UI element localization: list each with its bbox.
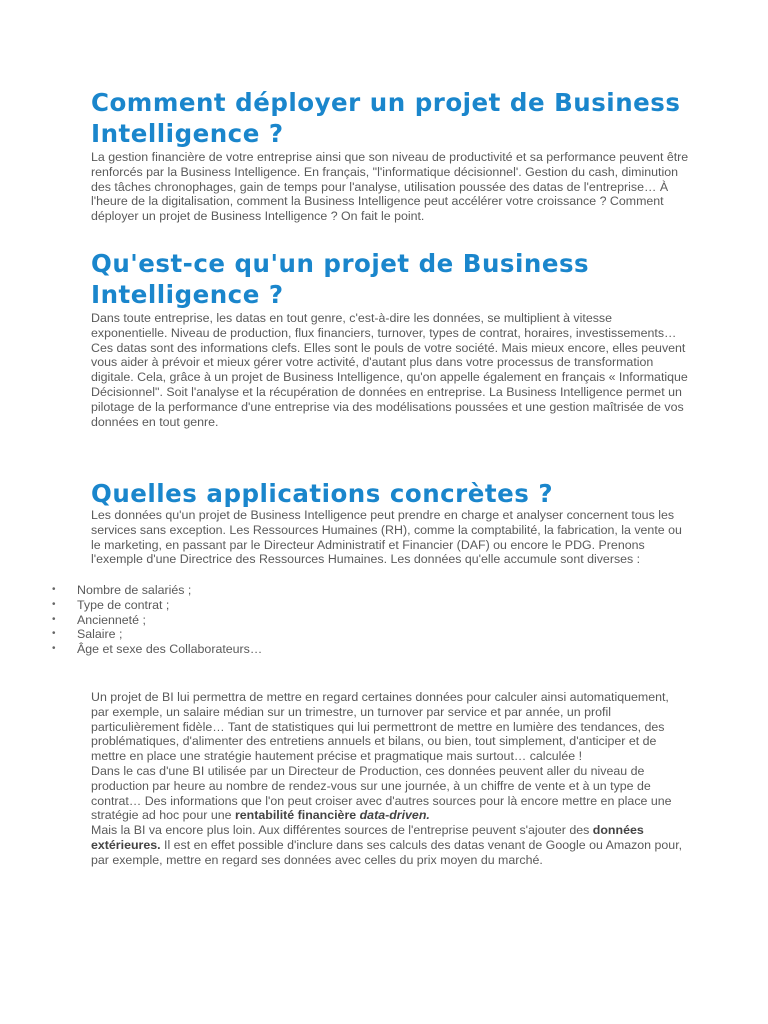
external-data-paragraph: Mais la BI va encore plus loin. Aux différentes sources de l'entreprise peuvent s'ajouter des données extérieures. Il est en effet possible d'inclure dans ses calculs des datas venant de Google ou Amazon pour, par exemple, mettre en regard ses données avec celles du prix moyen du marché. (91, 823, 683, 867)
section-2-title: Qu'est-ce qu'un projet de Business Intelligence ? (91, 249, 590, 309)
section-1-body: La gestion financière de votre entreprise ainsi que son niveau de productivité et sa performance peuvent être renforcés par la Business Intelligence. En français, "l'informatique décisionnel'. Gestion du cash, diminution des tâches chronophages, gain de temps pour l'analyse, utilisation poussée des datas de l'entreprise… À l'heure de la digitalisation, comment la Business Intelligence peut accélérer votre croissance ? Comment déployer un projet de Business Intelligence ? On fait le point. (91, 150, 689, 224)
section-1-title: Comment déployer un projet de Business Intelligence ? (91, 88, 681, 148)
section-2-body: Dans toute entreprise, les datas en tout genre, c'est-à-dire les données, se multiplient à vitesse exponentielle. Niveau de production, flux financiers, turnover, types de contrat, horaires, investissements… Ces datas sont des informations clefs. Elles sont le pouls de votre société. Mais mieux encore, elles peuvent vous aider à prévoir et mieux gérer votre activité, d'autant plus dans votre processus de transformation digitale. Cela, grâce à un projet de Business Intelligence, qu'on appelle également en français « Informatique Décisionnel". Soit l'analyse et la récupération de données en entreprise. La Business Intelligence permet un pilotage de la performance d'une entreprise via des modélisations poussées et une gestion maîtrisée de vos données en tout genre. (91, 311, 688, 429)
list-item: • Âge et sexe des Collaborateurs… (52, 642, 263, 657)
section-1-heading (91, 87, 691, 149)
bullet-icon: • (52, 613, 56, 625)
list-item: • Ancienneté ; (52, 612, 146, 627)
list-item: • Type de contrat ; (52, 597, 170, 612)
bullet-icon: • (52, 598, 56, 610)
bold-phrase: rentabilité financière data-driven. (234, 808, 430, 823)
bullet-icon: • (52, 628, 56, 640)
bold-phrase: données extérieures. (91, 823, 644, 852)
section-3-title: Quelles applications concrètes ? (91, 479, 554, 508)
section-3-heading (91, 478, 691, 509)
list-item: • Salaire ; (52, 627, 123, 642)
data-types-list (0, 583, 400, 657)
production-example-paragraph: Dans le cas d'une BI utilisée par un Directeur de Production, ces données peuvent aller du niveau de production par heure au nombre de rendez-vous sur une journée, à un chiffre de vente et à un type de contrat… Des informations que l'on peut croiser avec d'autres sources pour là encore mettre en place une stratégie ad hoc pour une rentabilité financière data-driven. (91, 763, 672, 823)
section-2-heading (91, 248, 691, 310)
hr-example-paragraph: Un projet de BI lui permettra de mettre en regard certaines données pour calculer ainsi automatiquement, par exemple, un salaire médian sur un trimestre, un turnover par service et par année, un profil particulièrement fidèle… Tant de statistiques qui lui permettront de mettre en lumière des tendances, des problématiques, d'alimenter des entretiens annuels et bilans, ou bien, tout simplement, d'anticiper et de mettre en place une stratégie hautement précise et pragmatique mais surtout… calculée ! (91, 690, 669, 764)
bullet-icon: • (52, 643, 56, 655)
section-3-intro: Les données qu'un projet de Business Intelligence peut prendre en charge et analyser concernent tous les services sans exception. Les Ressources Humaines (RH), comme la comptabilité, la fabrication, la vente ou le marketing, en passant par le Directeur Administratif et Financier (DAF) ou encore le PDG. Prenons l'exemple d'une Directrice des Ressources Humaines. Les données qu'elle accumule sont diverses : (91, 508, 682, 567)
section-3-details (91, 690, 689, 868)
list-item: • Nombre de salariés ; (52, 583, 192, 597)
bullet-icon: • (52, 584, 56, 595)
